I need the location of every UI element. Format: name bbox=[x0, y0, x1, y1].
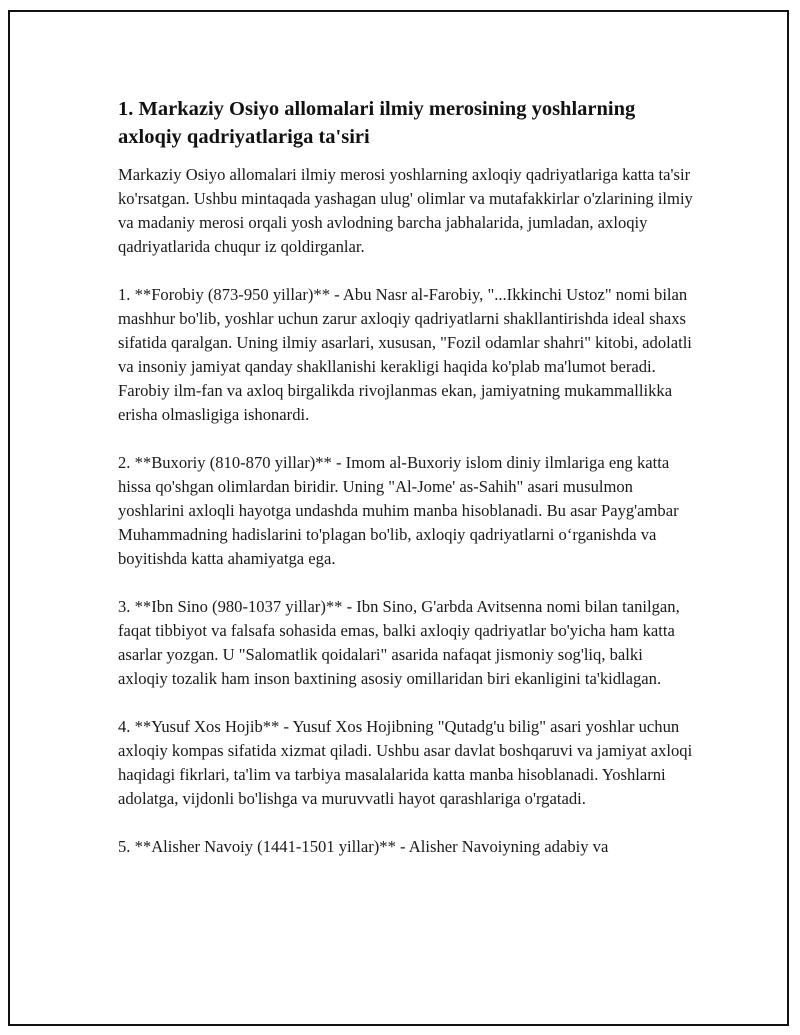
paragraph-navoiy: 5. **Alisher Navoiy (1441-1501 yillar)** - Alisher Navoiyning adabiy va bbox=[118, 837, 609, 856]
intro-paragraph: Markaziy Osiyo allomalari ilmiy merosi yoshlarning axloqiy qadriyatlariga katta ta'sir ko'rsatgan. Ushbu mintaqada yashagan ulug' olimlar va mutafakkirlar o'zlarining ilmiy va madaniy merosi orqali yosh avlodning barcha jabhalarida, jumladan, axloqiy qadriyatlarida chuqur iz qoldirganlar. bbox=[118, 165, 693, 256]
paragraph-ibn-sino: 3. **Ibn Sino (980-1037 yillar)** - Ibn Sino, G'arbda Avitsenna nomi bilan tanilgan, faqat tibbiyot va falsafa sohasida emas, balki axloqiy qadriyatlar bo'yicha ham katta asarlar yozgan. U "Salomatlik qoidalari" asarida nafaqat jismoniy sog'liq, balki axloqiy tozalik ham inson baxtining asosiy omillaridan biri ekanligini ta'kidlagan. bbox=[118, 597, 680, 688]
document-body bbox=[118, 95, 693, 859]
paragraph-yusuf-xos-hojib: 4. **Yusuf Xos Hojib** - Yusuf Xos Hojibning "Qutadg'u bilig" asari yoshlar uchun axloqiy kompas sifatida xizmat qiladi. Ushbu asar davlat boshqaruvi va jamiyat axloqi haqidagi fikrlari, ta'lim va tarbiya masalalarida katta manba hisoblanadi. Yoshlarni adolatga, vijdonli bo'lishga va muruvvatli hayot qarashlariga o'rgatadi. bbox=[118, 717, 693, 808]
paragraph-buxoriy: 2. **Buxoriy (810-870 yillar)** - Imom al-Buxoriy islom diniy ilmlariga eng katta hissa qo'shgan olimlardan biridir. Uning "Al-Jome' as-Sahih" asari musulmon yoshlarini axloqli hayotga undashda muhim manba hisoblanadi. Bu asar Payg'ambar Muhammadning hadislarini to'plagan bo'lib, axloqiy qadriyatlarni o‘rganishda va boyitishda katta ahamiyatga ega. bbox=[118, 453, 679, 568]
section-heading: 1. Markaziy Osiyo allomalari ilmiy merosining yoshlarning axloqiy qadriyatlariga ta'siri bbox=[118, 98, 636, 148]
paragraph-farobiy: 1. **Forobiy (873-950 yillar)** - Abu Nasr al-Farobiy, "...Ikkinchi Ustoz" nomi bilan mashhur bo'lib, yoshlar uchun zarur axloqiy qadriyatlarni shakllantirishda ideal shaxs sifatida qaralgan. Uning ilmiy asarlari, xususan, "Fozil odamlar shahri" kitobi, adolatli va insoniy jamiyat qanday shakllanishi kerakligi haqida ko'plab ma'lumot beradi. Farobiy ilm-fan va axloq birgalikda rivojlanmas ekan, jamiyatning mukammallikka erisha olmasligiga ishonardi. bbox=[118, 285, 692, 424]
